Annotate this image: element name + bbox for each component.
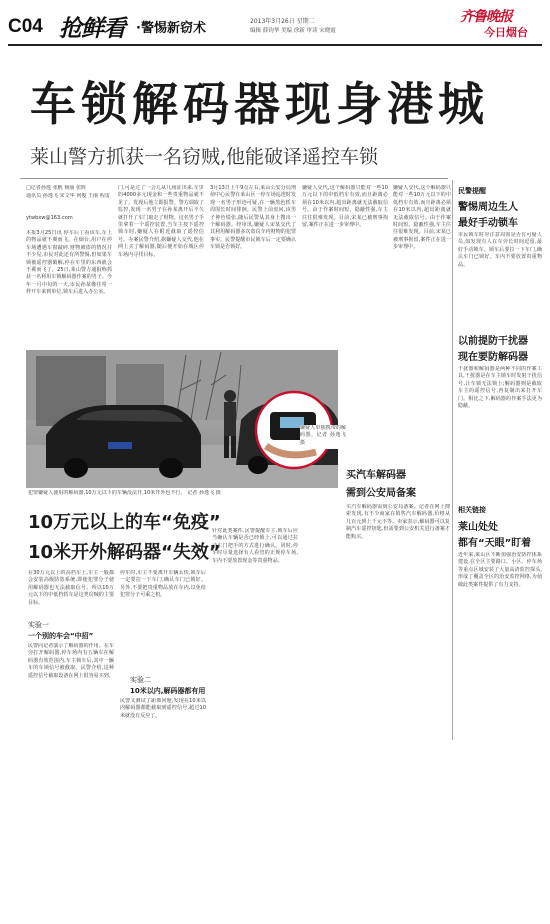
masthead xyxy=(0,0,550,44)
sidebar-q-title-2: 现在要防解码器 xyxy=(458,352,528,363)
lower-col-2: 停车时,车主不要离开车辆太快,锁车后一定要拉一下车门,确认车门已锁好。另外,不要把贵重物品放在车内,以免给犯罪分子可乘之机。 xyxy=(120,570,206,599)
paper-logo: 齐鲁晚报 xyxy=(460,9,512,25)
lower-col-1-sub-title: 一个别的车会“中招” xyxy=(28,632,94,640)
lower-col-4-head-2: 需到公安局备案 xyxy=(346,488,416,499)
deck-headline: 莱山警方抓获一名窃贼,他能破译遥控车锁 xyxy=(30,146,379,168)
body-col-5: 嫌疑人交代,这个解码器只能对一些10万元以下的中低档车有效,而且距离必须在10米以内,超出距离就无法截取信号。由于作案时间短、隐蔽性强,车主往往很难发现。目前,宋某已被刑事拘留,案件正在进一步审理中。 xyxy=(393,185,451,251)
parking-lot-photo xyxy=(26,350,338,488)
headline-divider xyxy=(20,178,448,179)
headline: 车锁解码器现身港城 xyxy=(30,77,489,131)
masthead-date: 2013年3月26日 星期二 xyxy=(250,18,315,25)
byline-reporters: □记者孙逸 张帆 杨丽 张晖 xyxy=(26,185,87,191)
lower-col-4-head-1: 买汽车解码器 xyxy=(346,470,406,481)
lower-col-3: 针对此类案件,民警提醒车主,锁车后应当确认车辆是否已经锁上,可以通过拉动车门把手的方式进行确认。同时,停车时尽量选择有人看管的正规停车场,车内不要放置现金等贵重物品。 xyxy=(212,528,298,564)
page-number: C04 xyxy=(8,16,43,37)
lower-col-2-sub: 实验二 xyxy=(130,676,151,684)
sidebar-link-title-2: 都有“天眼”盯着 xyxy=(458,538,532,549)
news-photo xyxy=(26,350,338,488)
section-column: ·警惕新窃术 xyxy=(136,21,206,36)
sidebar-title-2: 最好手动锁车 xyxy=(458,218,518,229)
lower-col-1-sub: 实验一 xyxy=(28,621,49,629)
body-col-2: 门,可是过了一会儿从几场证出来,车里的4000多元现金和一些贵重物品就不见了。发现后他立即报警。警方调取了监控,发现一名男子在孙某离开后不久就打开了车门取走了财物。这名男子手里拿着一个遥控装置,当车主按下遥控锁车时,嫌疑人在附近截取了遥控信号。办案民警介绍,据嫌疑人交代,他在网上买了解码器,随后便开始在城区停车场内寻找目标。 xyxy=(118,185,204,258)
sidebar-text: 市民锁车时应注意周围是否有可疑人员,如发现有人在车旁长时间逗留,最好手动锁车。锁车后要拉一下车门,确认车门已锁好。车内不要放置贵重物品。 xyxy=(458,232,542,268)
sidebar-title-1: 警惕周边生人 xyxy=(458,202,518,213)
sidebar-q-title-1: 以前提防干扰器 xyxy=(458,336,528,347)
paper-subname: 今日烟台 xyxy=(484,26,528,39)
lower-col-1: 在30万元以上的高档车上,车主一般都会安装高级防盗系统,即使犯罪分子使用解码器也无法截取信号。所以10万元以下的中低档轿车是这类窃贼的主要目标。 xyxy=(28,570,114,606)
lower-col-4: 买汽车解码器需到公安局备案。记者在网上搜索发现,有不少商家在销售汽车解码器,价格从几百元到上千元不等。卖家表示,解码器可以复制汽车遥控钥匙,但需要到公安机关进行备案才能购买。 xyxy=(346,504,450,540)
sidebar-divider xyxy=(452,180,453,740)
photo-inset-caption: 嫌疑人单独携带的解码器。记者 孙逸飞 摄 xyxy=(300,425,346,449)
body-col-1: 本报3月25日讯 停车后了看该车,车上的物品就不翼而飞。在烟台,用户在停车场遭遇车窗敲碎,财物被盗的情况并不少见,市民对此还有所警惕,但如果车锁被遥控器破解,停在车里的东西就会不翼而飞了。25日,莱山警方通报称抓获一名利用车锁解码器作案的男子。今年一月中旬的一天,市民孙某像往常一样开车来到单位,锁车后进入办公室。 xyxy=(26,230,112,296)
masthead-rule xyxy=(8,44,542,46)
byline-email: ytwbxw@163.com xyxy=(26,215,73,221)
lower-col-1b: 民警向记者演示了解码器的作用。在车旁打开解码器,停车场内有五辆车在解码器有效范围内,车主锁车后,其中一辆车的车锁信号被截取。民警介绍,这种遥控信号截取设备在网上很容易买到。 xyxy=(28,643,114,679)
sidebar-q-text: 干扰器和解码器是两种不同的作案工具,干扰器是在车主锁车时发射干扰信号,让车锁无法锁上;解码器则是截取车主的遥控信号,再复制出来打开车门。相比之下,解码器的作案手法更为隐蔽。 xyxy=(458,366,542,410)
byline-desk: 通讯员 孙逸飞 宋文华 何俊 王丽 程雷 xyxy=(26,193,110,199)
photo-caption: 犯罪嫌疑人使用的解码器,10万元以下的车辆没法开,10米开外也不行。 记者 孙逸飞 摄 xyxy=(28,490,221,496)
sub-headline-2: 10米开外解码器“失效” xyxy=(28,542,221,563)
sidebar-tag: 民警提醒 xyxy=(458,187,486,195)
sidebar-link-text: 近年来,莱山区不断加强治安防控体系建设,在全区主要路口、小区、停车场等重点区域安装了大量高清监控探头,形成了覆盖全区的治安监控网络,为侦破此类案件提供了有力支持。 xyxy=(458,552,542,588)
masthead-editor: 编辑 薛钧华 美编 徐新 审读 宋晓霞 xyxy=(250,28,336,34)
lower-col-2-sub-title: 10米以内,解码器都有用 xyxy=(130,687,206,695)
lower-col-2b: 民警又测试了距离问题,发现在10米以内解码器都能截取到遥控信号,超过10米就没有反应了。 xyxy=(120,698,206,719)
sub-headline-1: 10万元以上的车“免疫” xyxy=(28,512,221,533)
sidebar-link-title-1: 莱山处处 xyxy=(458,522,498,533)
body-col-3: 3月13日上午9点左右,莱山公安分局刑侦中心民警在莱山区一停车场巡逻时发现一名男子形迹可疑,在一辆黑色轿车周围长时间徘徊。民警上前盘问,该男子神色慌张,随后民警从其身上搜出一个解码器。经审讯,嫌疑人宋某交代了其利用解码器多次盗窃车内财物的犯罪事实。民警提醒市民锁车后一定要确认车锁是否锁好。 xyxy=(210,185,296,251)
body-col-4: 嫌疑人交代,这个解码器只能对一些10万元以下的中低档车有效,而且距离必须在10米以内,超出距离就无法截取信号。由于作案时间短、隐蔽性强,车主往往很难发现。目前,宋某已被刑事拘留,案件正在进一步审理中。 xyxy=(302,185,388,229)
section-logo: 抢鲜看 xyxy=(59,16,125,42)
sidebar-link-tag: 相关链接 xyxy=(458,506,486,514)
